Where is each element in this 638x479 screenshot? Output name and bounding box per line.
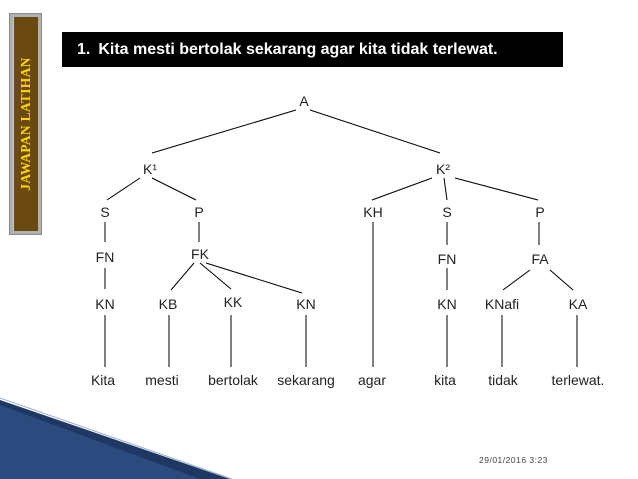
node-kn2: KN [296, 296, 316, 312]
word-terlewat: terlewat. [551, 372, 605, 388]
footer-date: 29/01/2016 3:23 [479, 455, 548, 465]
node-fk: FK [191, 246, 209, 262]
node-fa: FA [531, 251, 549, 267]
word-tidak: tidak [488, 372, 518, 388]
word-kita-2: kita [434, 372, 456, 388]
node-fn2: FN [437, 251, 457, 267]
node-k1: K¹ [143, 161, 157, 177]
node-kn: KN [95, 296, 115, 312]
node-s2: S [442, 204, 452, 220]
node-kh: KH [363, 204, 383, 220]
node-ka: KA [568, 296, 588, 312]
node-p2: P [535, 204, 545, 220]
word-sekarang: sekarang [277, 372, 335, 388]
node-kb: KB [158, 296, 178, 312]
node-kn3: KN [437, 296, 457, 312]
node-knafi: KNafi [484, 296, 520, 312]
question-number: 1. [77, 41, 91, 58]
word-agar: agar [357, 372, 387, 388]
word-mesti: mesti [145, 372, 179, 388]
node-p: P [194, 204, 204, 220]
node-fn: FN [95, 249, 115, 265]
side-tab-label: JAWAPAN LATIHAN [18, 57, 33, 191]
node-a: A [299, 93, 309, 109]
node-s: S [100, 204, 110, 220]
question-text: Kita mesti bertolak sekarang agar kita tidak terlewat. [98, 41, 498, 58]
word-kita: Kita [90, 372, 116, 388]
node-kk: KK [223, 294, 243, 310]
node-k2: K² [436, 161, 450, 177]
word-bertolak: bertolak [208, 372, 258, 388]
